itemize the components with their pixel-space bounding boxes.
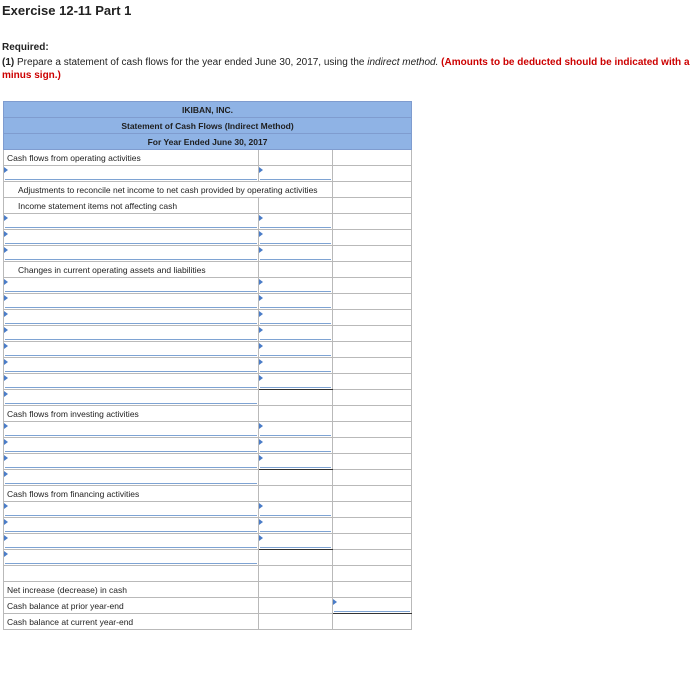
amount-input[interactable] xyxy=(259,358,333,374)
total-cell xyxy=(333,310,412,326)
instructions xyxy=(2,56,698,82)
total-cell xyxy=(333,566,412,582)
header-row xyxy=(4,102,412,118)
total-cell xyxy=(333,390,412,406)
page-title: Exercise 12-11 Part 1 xyxy=(2,3,132,18)
net-change-label: Net increase (decrease) in cash xyxy=(4,582,259,598)
total-cell xyxy=(333,358,412,374)
input-row xyxy=(4,166,412,182)
amount-cell xyxy=(259,582,333,598)
prior-balance-input[interactable] xyxy=(333,598,412,614)
cash-flow-statement-table xyxy=(3,101,412,630)
description-input[interactable] xyxy=(4,422,259,438)
instruction-text: Prepare a statement of cash flows for the year ended June 30, 2017, using the xyxy=(14,57,368,68)
input-row xyxy=(4,454,412,470)
amount-input[interactable] xyxy=(259,294,333,310)
total-cell xyxy=(333,262,412,278)
description-input[interactable] xyxy=(4,214,259,230)
amount-input[interactable] xyxy=(259,214,333,230)
description-input[interactable] xyxy=(4,230,259,246)
input-row xyxy=(4,310,412,326)
total-cell xyxy=(333,246,412,262)
investing-label: Cash flows from investing activities xyxy=(4,406,259,422)
input-row xyxy=(4,374,412,390)
section-row xyxy=(4,182,412,198)
instruction-method: indirect method. xyxy=(367,57,439,68)
total-cell xyxy=(333,230,412,246)
input-row xyxy=(4,502,412,518)
amount-cell xyxy=(259,566,333,582)
amount-cell xyxy=(259,150,333,166)
input-row xyxy=(4,534,412,550)
total-cell xyxy=(333,406,412,422)
subtotal-row xyxy=(4,390,412,406)
input-row xyxy=(4,214,412,230)
description-input[interactable] xyxy=(4,470,259,486)
amount-cell xyxy=(259,470,333,486)
header-row xyxy=(4,134,412,150)
amount-cell xyxy=(259,598,333,614)
section-row xyxy=(4,198,412,214)
company-name: IKIBAN, INC. xyxy=(4,102,412,118)
operating-label: Cash flows from operating activities xyxy=(4,150,259,166)
amount-input[interactable] xyxy=(259,518,333,534)
amount-input[interactable] xyxy=(259,454,333,470)
description-input[interactable] xyxy=(4,438,259,454)
amount-cell xyxy=(259,550,333,566)
total-cell xyxy=(333,614,412,630)
header-row xyxy=(4,118,412,134)
total-cell xyxy=(333,278,412,294)
description-input[interactable] xyxy=(4,310,259,326)
description-input[interactable] xyxy=(4,534,259,550)
total-cell xyxy=(333,150,412,166)
total-cell xyxy=(333,550,412,566)
total-cell xyxy=(333,342,412,358)
instruction-note: (Amounts to be deducted should be indicated with a minus sign.) xyxy=(2,57,690,81)
subtotal-row xyxy=(4,470,412,486)
section-row xyxy=(4,262,412,278)
amount-input[interactable] xyxy=(259,166,333,182)
total-cell xyxy=(333,182,412,198)
amount-input[interactable] xyxy=(259,502,333,518)
total-cell xyxy=(333,518,412,534)
total-cell xyxy=(333,374,412,390)
input-row xyxy=(4,294,412,310)
total-cell xyxy=(333,486,412,502)
current-balance-label: Cash balance at current year-end xyxy=(4,614,259,630)
amount-input[interactable] xyxy=(259,438,333,454)
input-row xyxy=(4,230,412,246)
input-row xyxy=(4,278,412,294)
total-cell xyxy=(333,534,412,550)
total-cell xyxy=(333,214,412,230)
amount-input[interactable] xyxy=(259,374,333,390)
required-label: Required: xyxy=(2,42,49,53)
description-input[interactable] xyxy=(4,502,259,518)
input-row xyxy=(4,342,412,358)
input-row xyxy=(4,422,412,438)
statement-name: Statement of Cash Flows (Indirect Method) xyxy=(4,118,412,134)
total-cell xyxy=(333,502,412,518)
summary-row xyxy=(4,598,412,614)
amount-input[interactable] xyxy=(259,278,333,294)
blank-cell xyxy=(4,566,259,582)
summary-row xyxy=(4,582,412,598)
amount-input[interactable] xyxy=(259,342,333,358)
financing-label: Cash flows from financing activities xyxy=(4,486,259,502)
changes-label: Changes in current operating assets and liabilities xyxy=(4,262,259,278)
income-items-label: Income statement items not affecting cash xyxy=(4,198,259,214)
amount-cell xyxy=(259,262,333,278)
amount-input[interactable] xyxy=(259,246,333,262)
total-cell xyxy=(333,198,412,214)
total-cell xyxy=(333,326,412,342)
amount-cell xyxy=(259,198,333,214)
amount-cell xyxy=(259,406,333,422)
description-input[interactable] xyxy=(4,246,259,262)
description-input[interactable] xyxy=(4,518,259,534)
description-input[interactable] xyxy=(4,374,259,390)
input-row xyxy=(4,438,412,454)
description-input[interactable] xyxy=(4,390,259,406)
input-row xyxy=(4,326,412,342)
amount-input[interactable] xyxy=(259,326,333,342)
total-cell xyxy=(333,166,412,182)
description-input[interactable] xyxy=(4,358,259,374)
input-row xyxy=(4,518,412,534)
amount-input[interactable] xyxy=(259,534,333,550)
description-input[interactable] xyxy=(4,550,259,566)
section-row xyxy=(4,406,412,422)
statement-period: For Year Ended June 30, 2017 xyxy=(4,134,412,150)
total-cell xyxy=(333,470,412,486)
adjustments-label: Adjustments to reconcile net income to net cash provided by operating activities xyxy=(4,182,333,198)
spacer-row xyxy=(4,566,412,582)
section-row xyxy=(4,150,412,166)
amount-cell xyxy=(259,390,333,406)
summary-row xyxy=(4,614,412,630)
description-input[interactable] xyxy=(4,326,259,342)
section-row xyxy=(4,486,412,502)
amount-cell xyxy=(259,614,333,630)
amount-input[interactable] xyxy=(259,230,333,246)
prior-balance-label: Cash balance at prior year-end xyxy=(4,598,259,614)
total-cell xyxy=(333,422,412,438)
description-input[interactable] xyxy=(4,278,259,294)
total-cell xyxy=(333,454,412,470)
description-input[interactable] xyxy=(4,166,259,182)
description-input[interactable] xyxy=(4,294,259,310)
amount-input[interactable] xyxy=(259,310,333,326)
description-input[interactable] xyxy=(4,342,259,358)
amount-cell xyxy=(259,486,333,502)
subtotal-row xyxy=(4,550,412,566)
total-cell xyxy=(333,438,412,454)
input-row xyxy=(4,358,412,374)
amount-input[interactable] xyxy=(259,422,333,438)
total-cell xyxy=(333,582,412,598)
instruction-number: (1) xyxy=(2,57,15,68)
total-cell xyxy=(333,294,412,310)
description-input[interactable] xyxy=(4,454,259,470)
input-row xyxy=(4,246,412,262)
